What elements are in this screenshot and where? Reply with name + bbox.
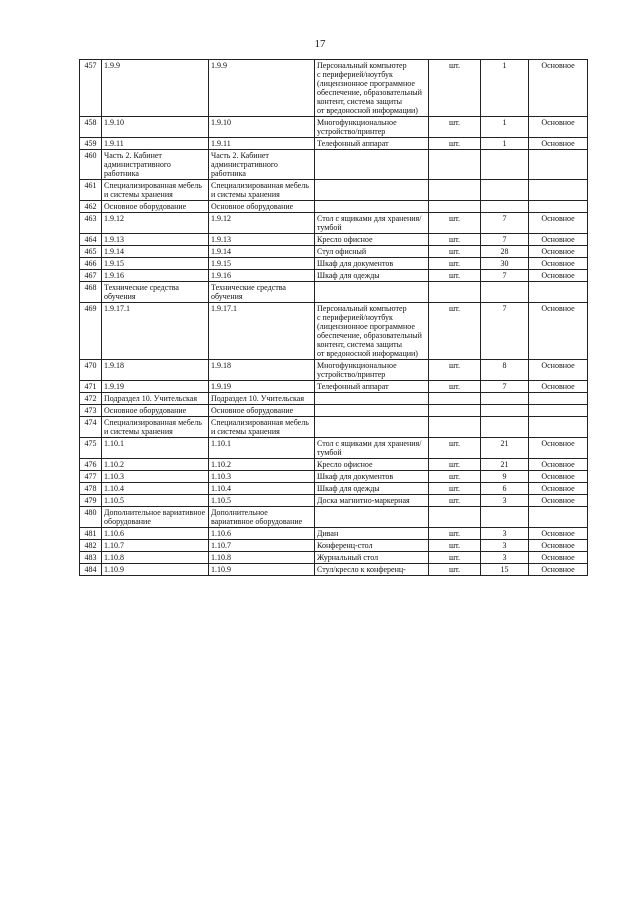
row-code: 1.10.2 [102, 459, 209, 471]
row-unit: шт. [429, 552, 481, 564]
row-category: Основное [529, 483, 588, 495]
row-item-name: Стул офисный [315, 246, 429, 258]
table-row [80, 471, 588, 483]
row-quantity: 1 [481, 60, 529, 117]
page-number: 17 [314, 38, 326, 50]
table-row [80, 234, 588, 246]
row-unit [429, 180, 481, 201]
row-code: 1.9.12 [102, 213, 209, 234]
row-category: Основное [529, 564, 588, 576]
row-unit [429, 405, 481, 417]
row-code: 1.9.15 [102, 258, 209, 270]
row-quantity [481, 507, 529, 528]
row-item-name: Персональный компьютер с периферией/ноутбук (лицензионное программное обеспечение, образовательный контент, система защиты от вредоносной информации) [315, 60, 429, 117]
row-item-name: Кресло офисное [315, 234, 429, 246]
row-number: 466 [80, 258, 102, 270]
row-number: 469 [80, 303, 102, 360]
row-category: Основное [529, 552, 588, 564]
table-row [80, 213, 588, 234]
table-row [80, 282, 588, 303]
table-row [80, 360, 588, 381]
row-code-duplicate: 1.9.15 [209, 258, 315, 270]
table-row [80, 405, 588, 417]
row-number: 479 [80, 495, 102, 507]
row-code: Технические средства обучения [102, 282, 209, 303]
row-number: 483 [80, 552, 102, 564]
row-item-name: Журнальный стол [315, 552, 429, 564]
table-row [80, 438, 588, 459]
row-code: 1.10.4 [102, 483, 209, 495]
row-number: 475 [80, 438, 102, 459]
row-quantity: 3 [481, 495, 529, 507]
row-item-name [315, 282, 429, 303]
table-row [80, 495, 588, 507]
row-number: 476 [80, 459, 102, 471]
row-code-duplicate: 1.9.9 [209, 60, 315, 117]
row-item-name: Шкаф для документов [315, 471, 429, 483]
row-code: 1.10.7 [102, 540, 209, 552]
row-category: Основное [529, 528, 588, 540]
row-code-duplicate: 1.10.9 [209, 564, 315, 576]
row-category: Основное [529, 234, 588, 246]
row-unit: шт. [429, 60, 481, 117]
row-code-duplicate: Подраздел 10. Учительская [209, 393, 315, 405]
row-code: 1.10.8 [102, 552, 209, 564]
row-unit: шт. [429, 381, 481, 393]
row-code: Основное оборудование [102, 201, 209, 213]
row-quantity: 3 [481, 540, 529, 552]
row-quantity: 6 [481, 483, 529, 495]
row-code-duplicate: 1.9.17.1 [209, 303, 315, 360]
row-item-name [315, 417, 429, 438]
row-unit: шт. [429, 303, 481, 360]
row-number: 480 [80, 507, 102, 528]
row-quantity [481, 393, 529, 405]
row-item-name: Телефонный аппарат [315, 381, 429, 393]
row-code: 1.9.18 [102, 360, 209, 381]
row-quantity: 7 [481, 270, 529, 282]
row-number: 481 [80, 528, 102, 540]
table-row [80, 258, 588, 270]
row-unit: шт. [429, 528, 481, 540]
row-number: 472 [80, 393, 102, 405]
row-quantity: 28 [481, 246, 529, 258]
row-code-duplicate: 1.10.8 [209, 552, 315, 564]
row-quantity: 8 [481, 360, 529, 381]
row-code-duplicate: 1.9.18 [209, 360, 315, 381]
row-unit [429, 417, 481, 438]
row-code-duplicate: 1.10.5 [209, 495, 315, 507]
row-quantity: 7 [481, 234, 529, 246]
row-code: 1.9.19 [102, 381, 209, 393]
row-item-name: Персональный компьютер с периферией/ноутбук (лицензионное программное обеспечение, образовательный контент, система защиты от вредоносной информации) [315, 303, 429, 360]
row-code-duplicate: 1.9.13 [209, 234, 315, 246]
row-category: Основное [529, 459, 588, 471]
row-code-duplicate: 1.9.16 [209, 270, 315, 282]
row-quantity: 1 [481, 138, 529, 150]
row-quantity [481, 150, 529, 180]
row-code-duplicate: 1.9.11 [209, 138, 315, 150]
row-code-duplicate: 1.10.6 [209, 528, 315, 540]
row-category [529, 180, 588, 201]
row-code-duplicate: 1.10.1 [209, 438, 315, 459]
row-unit: шт. [429, 138, 481, 150]
row-code: 1.9.11 [102, 138, 209, 150]
row-item-name: Стол с ящиками для хранения/тумбой [315, 438, 429, 459]
row-code: 1.9.17.1 [102, 303, 209, 360]
row-item-name: Многофункциональное устройство/принтер [315, 360, 429, 381]
table-row [80, 393, 588, 405]
row-code: 1.9.10 [102, 117, 209, 138]
row-category: Основное [529, 270, 588, 282]
row-quantity: 15 [481, 564, 529, 576]
row-quantity [481, 417, 529, 438]
row-number: 465 [80, 246, 102, 258]
row-item-name: Диван [315, 528, 429, 540]
row-item-name [315, 201, 429, 213]
table-row [80, 540, 588, 552]
row-code: 1.10.3 [102, 471, 209, 483]
row-item-name: Многофункциональное устройство/принтер [315, 117, 429, 138]
table-row [80, 459, 588, 471]
row-number: 457 [80, 60, 102, 117]
row-number: 463 [80, 213, 102, 234]
row-item-name [315, 150, 429, 180]
table-row [80, 246, 588, 258]
row-number: 461 [80, 180, 102, 201]
row-code: 1.10.5 [102, 495, 209, 507]
row-code-duplicate: 1.10.2 [209, 459, 315, 471]
row-number: 459 [80, 138, 102, 150]
row-category: Основное [529, 303, 588, 360]
row-unit: шт. [429, 234, 481, 246]
row-code-duplicate: 1.10.4 [209, 483, 315, 495]
row-category [529, 201, 588, 213]
row-category: Основное [529, 117, 588, 138]
row-number: 474 [80, 417, 102, 438]
row-code: 1.9.14 [102, 246, 209, 258]
row-unit: шт. [429, 438, 481, 459]
row-unit: шт. [429, 258, 481, 270]
table-row [80, 150, 588, 180]
row-item-name [315, 507, 429, 528]
row-code: Специализированная мебель и системы хранения [102, 417, 209, 438]
row-code: Дополнительное вариативное оборудование [102, 507, 209, 528]
row-item-name: Телефонный аппарат [315, 138, 429, 150]
table-row [80, 507, 588, 528]
row-number: 482 [80, 540, 102, 552]
table-row [80, 117, 588, 138]
row-number: 458 [80, 117, 102, 138]
row-code-duplicate: 1.9.14 [209, 246, 315, 258]
row-item-name: Доска магнитно-маркерная [315, 495, 429, 507]
table-row [80, 180, 588, 201]
row-quantity: 30 [481, 258, 529, 270]
row-item-name: Конференц-стол [315, 540, 429, 552]
row-number: 460 [80, 150, 102, 180]
row-category [529, 507, 588, 528]
table-row [80, 528, 588, 540]
row-quantity: 7 [481, 381, 529, 393]
row-category: Основное [529, 213, 588, 234]
row-number: 477 [80, 471, 102, 483]
row-category [529, 150, 588, 180]
row-quantity [481, 282, 529, 303]
row-item-name [315, 405, 429, 417]
row-code-duplicate: Дополнительное вариативное оборудование [209, 507, 315, 528]
row-category [529, 393, 588, 405]
row-number: 473 [80, 405, 102, 417]
row-unit: шт. [429, 471, 481, 483]
row-quantity: 3 [481, 552, 529, 564]
row-code: 1.9.16 [102, 270, 209, 282]
row-code: Основное оборудование [102, 405, 209, 417]
row-number: 462 [80, 201, 102, 213]
row-code: 1.9.9 [102, 60, 209, 117]
table-row [80, 564, 588, 576]
row-code: 1.10.9 [102, 564, 209, 576]
table-row [80, 303, 588, 360]
table-row [80, 201, 588, 213]
row-unit [429, 282, 481, 303]
row-item-name [315, 180, 429, 201]
row-quantity: 7 [481, 303, 529, 360]
row-quantity [481, 201, 529, 213]
row-unit: шт. [429, 495, 481, 507]
row-code-duplicate: Основное оборудование [209, 201, 315, 213]
row-unit [429, 507, 481, 528]
row-code: Подраздел 10. Учительская [102, 393, 209, 405]
row-category: Основное [529, 471, 588, 483]
row-code-duplicate: Часть 2. Кабинет административного работника [209, 150, 315, 180]
row-category: Основное [529, 540, 588, 552]
row-quantity: 9 [481, 471, 529, 483]
row-quantity: 21 [481, 438, 529, 459]
row-unit: шт. [429, 564, 481, 576]
row-unit: шт. [429, 117, 481, 138]
table-row [80, 60, 588, 117]
equipment-table [79, 59, 588, 576]
row-item-name: Шкаф для одежды [315, 270, 429, 282]
row-category: Основное [529, 438, 588, 459]
row-number: 464 [80, 234, 102, 246]
row-number: 478 [80, 483, 102, 495]
row-category: Основное [529, 360, 588, 381]
row-code: 1.10.1 [102, 438, 209, 459]
row-code-duplicate: Основное оборудование [209, 405, 315, 417]
row-category [529, 417, 588, 438]
row-code-duplicate: Специализированная мебель и системы хранения [209, 417, 315, 438]
row-category: Основное [529, 381, 588, 393]
row-quantity: 7 [481, 213, 529, 234]
row-code-duplicate: Специализированная мебель и системы хранения [209, 180, 315, 201]
row-number: 470 [80, 360, 102, 381]
row-code: Специализированная мебель и системы хранения [102, 180, 209, 201]
row-code-duplicate: Технические средства обучения [209, 282, 315, 303]
row-code-duplicate: 1.10.7 [209, 540, 315, 552]
table-row [80, 270, 588, 282]
row-unit: шт. [429, 360, 481, 381]
row-quantity: 3 [481, 528, 529, 540]
table-row [80, 138, 588, 150]
row-unit: шт. [429, 483, 481, 495]
row-quantity [481, 405, 529, 417]
row-unit: шт. [429, 459, 481, 471]
table-row [80, 483, 588, 495]
row-category: Основное [529, 138, 588, 150]
row-number: 467 [80, 270, 102, 282]
row-code-duplicate: 1.9.19 [209, 381, 315, 393]
row-unit: шт. [429, 246, 481, 258]
row-quantity: 21 [481, 459, 529, 471]
row-unit [429, 201, 481, 213]
row-category: Основное [529, 60, 588, 117]
row-number: 471 [80, 381, 102, 393]
table-row [80, 552, 588, 564]
row-item-name: Шкаф для одежды [315, 483, 429, 495]
row-code-duplicate: 1.9.12 [209, 213, 315, 234]
row-code: Часть 2. Кабинет административного работника [102, 150, 209, 180]
row-code: 1.9.13 [102, 234, 209, 246]
row-category: Основное [529, 258, 588, 270]
row-category: Основное [529, 495, 588, 507]
row-category: Основное [529, 246, 588, 258]
row-code-duplicate: 1.10.3 [209, 471, 315, 483]
row-unit: шт. [429, 213, 481, 234]
row-code-duplicate: 1.9.10 [209, 117, 315, 138]
row-item-name: Стол с ящиками для хранения/тумбой [315, 213, 429, 234]
row-item-name: Стул/кресло к конференц- [315, 564, 429, 576]
row-item-name: Кресло офисное [315, 459, 429, 471]
row-unit: шт. [429, 270, 481, 282]
row-item-name: Шкаф для документов [315, 258, 429, 270]
row-category [529, 282, 588, 303]
row-unit [429, 150, 481, 180]
row-code: 1.10.6 [102, 528, 209, 540]
row-quantity [481, 180, 529, 201]
row-category [529, 405, 588, 417]
row-unit [429, 393, 481, 405]
row-item-name [315, 393, 429, 405]
table-row [80, 417, 588, 438]
row-number: 484 [80, 564, 102, 576]
row-quantity: 1 [481, 117, 529, 138]
table-row [80, 381, 588, 393]
row-unit: шт. [429, 540, 481, 552]
row-number: 468 [80, 282, 102, 303]
